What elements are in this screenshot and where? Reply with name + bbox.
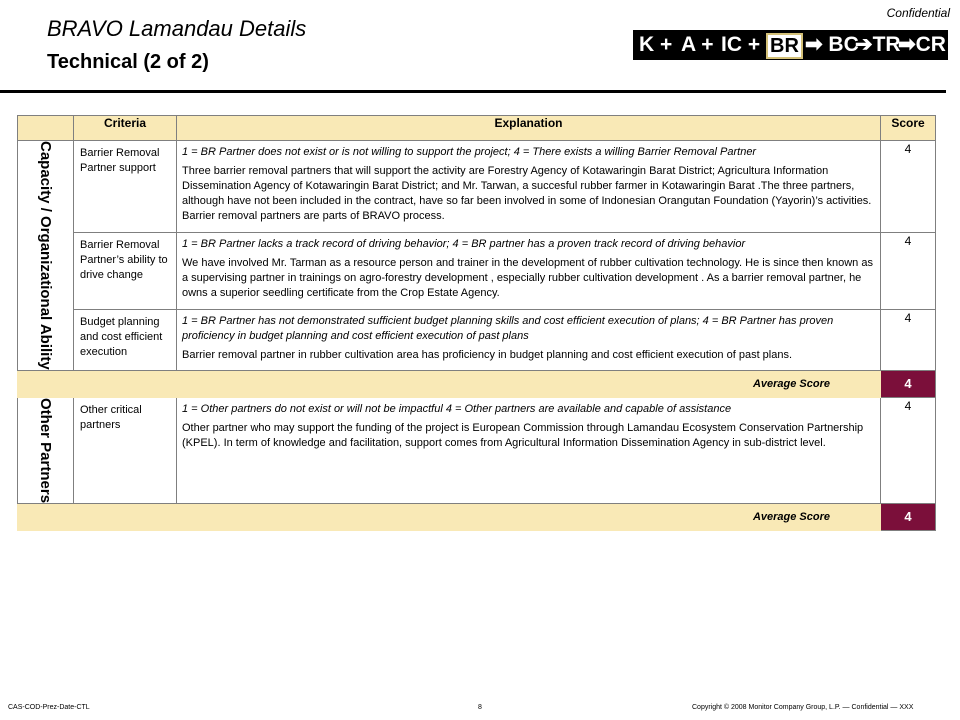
- average-row: [18, 503, 936, 530]
- process-banner: [633, 30, 948, 60]
- slide-title: BRAVO Lamandau Details: [47, 16, 307, 41]
- score-cell: 4: [881, 141, 936, 233]
- slide-subtitle: Technical (2 of 2): [47, 51, 209, 73]
- explanation-cell: [177, 309, 881, 370]
- average-score: 4: [881, 503, 936, 530]
- footer-copyright: Copyright © 2008 Monitor Company Group, L.P. — Confidential — XXX: [692, 704, 914, 711]
- category-label: Other Partners: [37, 397, 54, 503]
- banner-tr: ➔TR: [855, 33, 901, 56]
- average-score: 4: [881, 370, 936, 397]
- average-label: Average Score: [18, 503, 881, 530]
- detail-text: Other partner who may support the funding of the project is European Commission through Lamandau Ecosystem Conservation Partnership (KPEL). In term of knowledge and facilitation, support comes from Agricultural Information Dissemination Agency in sub-district level.: [182, 421, 864, 449]
- explanation-cell: [177, 397, 881, 503]
- category-label: Capacity / Organizational Ability: [37, 141, 54, 370]
- footer-doc-code: CAS-COD-Prez-Date-CTL: [8, 704, 90, 711]
- score-cell: 4: [881, 233, 936, 310]
- table-row: [18, 397, 936, 503]
- banner-cr: ➡CR: [898, 33, 946, 56]
- scale-text: 1 = BR Partner does not exist or is not willing to support the project; 4 = There exists a willing Barrier Removal Partner: [182, 146, 757, 158]
- score-cell: 4: [881, 397, 936, 503]
- confidential-label: Confidential: [886, 6, 950, 20]
- detail-text: Barrier removal partner in rubber cultivation area has proficiency in budget planning and cost efficient execution of past plans.: [182, 348, 793, 361]
- banner-a: A +: [681, 33, 714, 56]
- table-row: [18, 141, 936, 233]
- explanation-cell: [177, 233, 881, 310]
- footer-page-number: 8: [478, 704, 482, 711]
- average-label: Average Score: [18, 370, 881, 397]
- detail-text: Three barrier removal partners that will support the activity are Forestry Agency of Kotawaringin Barat District; Agricultura Information Dissemination Agency of Kotawaringin Barat District; and Mr. Tarwan, a succesful rubber farmer in Kotawaringin Barat .The three partners, although have not been included in the contract, have so far been involved in some of Indonesian Orangutan Foundation (Yayorin)’s activities. Barrier removal partners are parts of BRAVO process.: [182, 165, 872, 222]
- table-row: [18, 233, 936, 310]
- banner-br: BR: [766, 33, 803, 59]
- criteria-cell: Barrier Removal Partner support: [74, 141, 177, 233]
- score-cell: 4: [881, 309, 936, 370]
- scale-text: 1 = Other partners do not exist or will not be impactful 4 = Other partners are available and capable of assistance: [182, 402, 732, 415]
- detail-text: We have involved Mr. Tarman as a resource person and trainer in the development of rubber cultivation technology. He is since then known as a supervising partner in trainings on agro-forestry development , especially rubber cultivation development . As a barrier removal partner, he owns a superior seedling certificate from the Crop Estate Agency.: [182, 257, 873, 300]
- criteria-table: [17, 115, 936, 531]
- criteria-cell: Budget planning and cost efficient execution: [74, 309, 177, 370]
- explanation-header: Explanation: [177, 116, 881, 141]
- header-corner: [18, 116, 74, 141]
- category-other-partners: [18, 397, 74, 503]
- score-header: Score: [881, 116, 936, 141]
- banner-bc: ➡ BC: [805, 33, 859, 56]
- scale-text: 1 = BR Partner has not demonstrated sufficient budget planning skills and cost efficient execution of plans; 4 = BR Partner has proven proficiency in budget planning and cost efficient execution of past plans: [182, 314, 834, 342]
- scale-text: 1 = BR Partner lacks a track record of driving behavior; 4 = BR partner has a proven track record of driving behavior: [182, 238, 746, 251]
- table-row: [18, 309, 936, 370]
- average-row: [18, 370, 936, 397]
- criteria-cell: Other critical partners: [74, 397, 177, 503]
- criteria-cell: Barrier Removal Partner’s ability to drive change: [74, 233, 177, 310]
- header-rule: [0, 90, 946, 93]
- banner-k: K +: [639, 33, 673, 56]
- table-header-row: [18, 116, 936, 141]
- criteria-header: Criteria: [74, 116, 177, 141]
- banner-ic: IC +: [721, 33, 761, 56]
- category-capacity: [18, 141, 74, 371]
- explanation-cell: [177, 141, 881, 233]
